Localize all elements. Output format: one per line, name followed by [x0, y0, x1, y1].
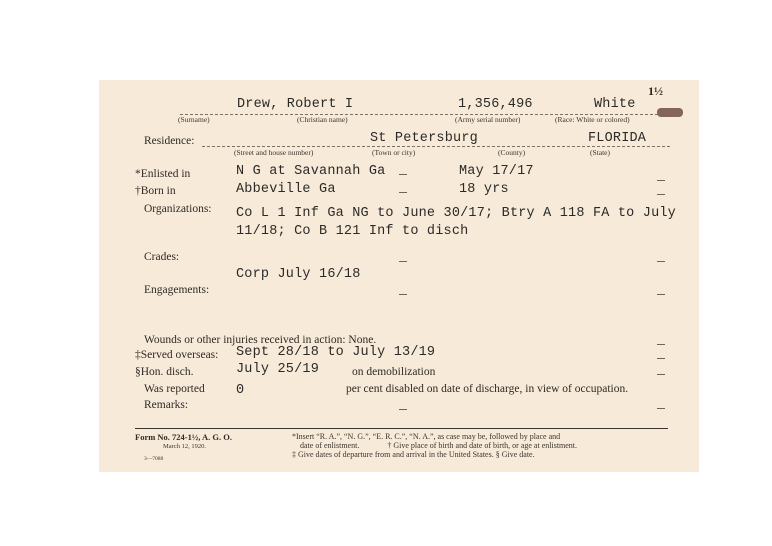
grades-value: Corp July 16/18 — [236, 267, 361, 282]
residence-state: FLORIDA — [588, 131, 647, 146]
caption-county: (County) — [498, 148, 526, 157]
caption-serial-number: (Army serial number) — [455, 115, 521, 124]
caption-city: (Town or city) — [372, 148, 416, 157]
blank-mark — [657, 194, 665, 195]
born-label: †Born in — [135, 185, 176, 197]
caption-street: (Street and house number) — [234, 148, 314, 157]
footnote-2: date of enlistment. † Give place of birth and date of birth, or age at enlistment. — [300, 441, 578, 450]
wounds-value: None. — [348, 334, 377, 346]
caption-state: (State) — [590, 148, 610, 157]
born-value: Abbeville Ga — [236, 182, 336, 197]
soldier-name: Drew, Robert I — [237, 97, 354, 112]
print-code: 3—7088 — [144, 456, 164, 462]
residence-label: Residence: — [144, 135, 195, 147]
caption-race: (Race: White or colored) — [555, 115, 630, 124]
was-reported-label: Was reported — [144, 383, 205, 395]
blank-mark — [657, 261, 665, 262]
wounds-label: Wounds or other injuries received in action: — [144, 334, 346, 346]
caption-christian-name: (Christian name) — [297, 115, 348, 124]
served-overseas-value: Sept 28/18 to July 13/19 — [236, 345, 436, 360]
blank-mark — [399, 294, 407, 295]
disability-suffix: per cent disabled on date of discharge, in view of occupation. — [346, 383, 629, 395]
blank-mark — [657, 294, 665, 295]
residence-rule — [202, 146, 670, 147]
blank-mark — [657, 180, 665, 181]
blank-mark — [657, 358, 665, 359]
blank-mark — [657, 408, 665, 409]
footer-rule — [135, 428, 668, 429]
organizations-line-2: 11/18; Co B 121 Inf to disch — [236, 224, 469, 239]
organizations-label: Organizations: — [144, 203, 212, 215]
remarks-label: Remarks: — [144, 399, 189, 411]
race-value: White — [594, 97, 636, 112]
hon-disch-label: §Hon. disch. — [135, 366, 194, 378]
blank-mark — [399, 409, 407, 410]
enlisted-label: *Enlisted in — [135, 168, 191, 180]
engagements-label: Engagements: — [144, 284, 210, 296]
footnote-1: *Insert “R. A.”, “N. G.”, “E. R. C.”, “N. A.”, as case may be, followed by place and — [292, 432, 561, 441]
blank-mark — [399, 174, 407, 175]
army-serial-number: 1,356,496 — [458, 97, 533, 112]
disability-percent: 0 — [236, 383, 245, 398]
hon-disch-suffix: on demobilization — [352, 366, 436, 378]
footnote-3: ‡ Give dates of departure from and arrival in the United States. § Give date. — [292, 450, 535, 459]
hon-disch-value: July 25/19 — [236, 362, 320, 377]
crades-label: Crades: — [144, 251, 180, 263]
born-age: 18 yrs — [459, 182, 509, 197]
caption-surname: (Surname) — [178, 115, 210, 124]
blank-mark — [399, 192, 407, 193]
blank-mark — [657, 344, 665, 345]
organizations-line-1: Co L 1 Inf Ga NG to June 30/17; Btry A 118 FA to July — [236, 206, 676, 221]
ink-smudge — [657, 108, 683, 117]
enlisted-value: N G at Savannah Ga — [236, 164, 386, 179]
enlisted-date: May 17/17 — [459, 164, 534, 179]
served-overseas-label: ‡Served overseas: — [135, 349, 219, 361]
form-date: March 12, 1920. — [163, 443, 206, 450]
corner-mark: 1½ — [648, 84, 663, 98]
blank-mark — [657, 374, 665, 375]
residence-city: St Petersburg — [370, 131, 478, 146]
form-number: Form No. 724-1½, A. G. O. — [135, 432, 233, 442]
blank-mark — [399, 261, 407, 262]
